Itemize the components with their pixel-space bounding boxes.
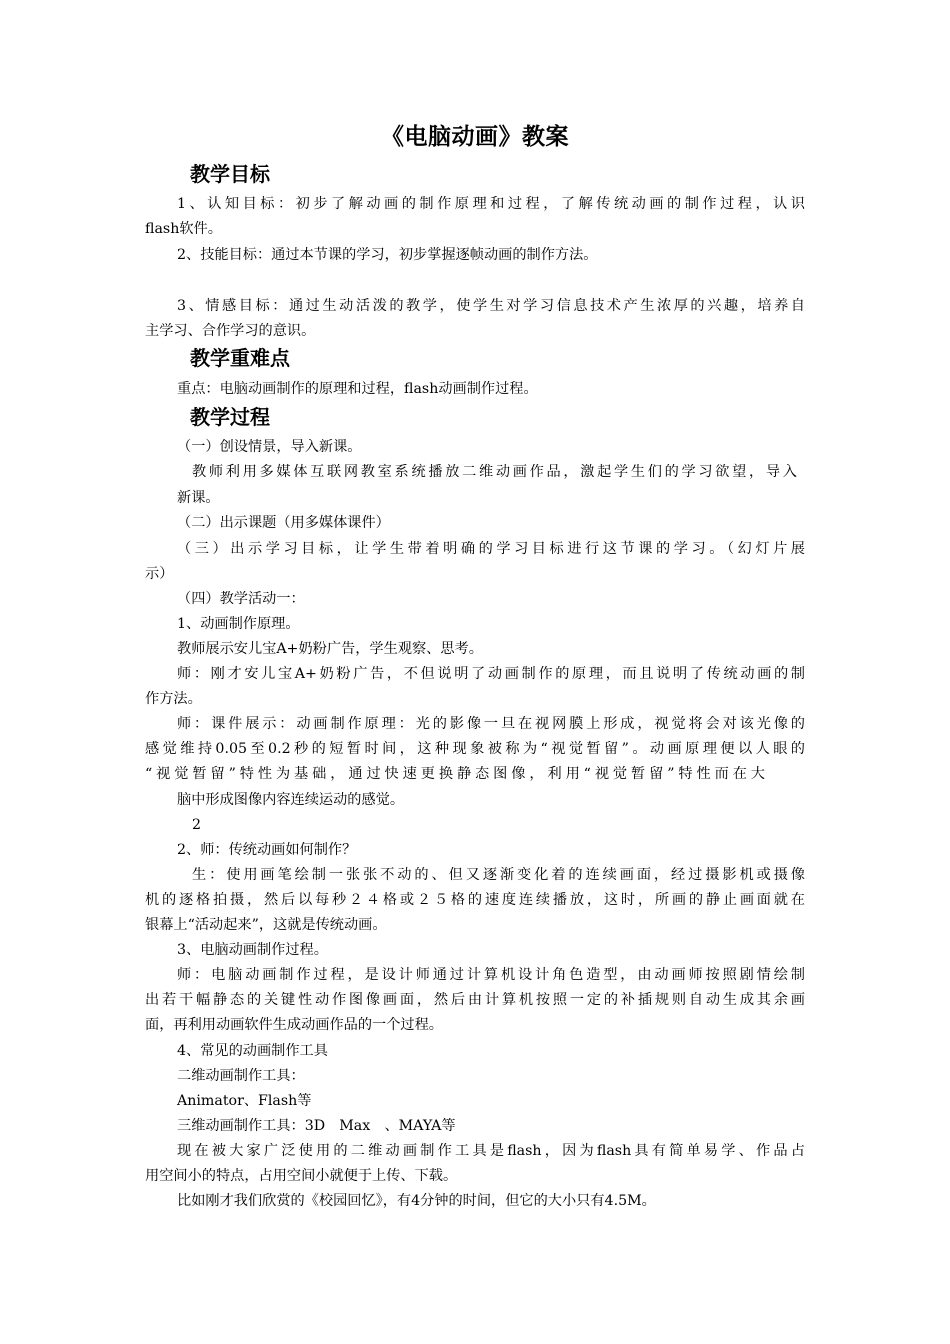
paragraph-line: （二）出示课题（用多媒体课件） <box>177 515 390 531</box>
paragraph-line: （一）创设情景，导入新课。 <box>177 439 362 455</box>
paragraph-line: 师：刚才安儿宝A+奶粉广告，不但说明了动画制作的原理，而且说明了传统动画的制 <box>177 666 805 682</box>
paragraph-line: 二维动画制作工具： <box>177 1068 305 1084</box>
paragraph-line: 比如刚才我们欣赏的《校园回忆》，有4分钟的时间，但它的大小只有4.5M。 <box>177 1193 656 1209</box>
paragraph-line: 新课。 <box>177 490 220 506</box>
paragraph-line: 三维动画制作工具：3D Max 、MAYA等 <box>177 1118 456 1134</box>
paragraph-line: 2、技能目标：通过本节课的学习，初步掌握逐帧动画的制作方法。 <box>177 247 598 263</box>
section-heading-keypoints: 教学重难点 <box>190 346 290 370</box>
paragraph-line: 3、情感目标：通过生动活泼的教学，使学生对学习信息技术产生浓厚的兴趣，培养自 <box>177 298 805 314</box>
paragraph-line: 生：使用画笔绘制一张张不动的、但又逐渐变化着的连续画面，经过摄影机或摄像 <box>192 867 805 883</box>
paragraph-line: Animator、Flash等 <box>177 1093 312 1109</box>
paragraph-line: 示） <box>145 566 174 582</box>
page-number: 2 <box>192 817 202 833</box>
paragraph-line: 脑中形成图像内容连续运动的感觉。 <box>177 792 405 808</box>
paragraph-line: 2、师：传统动画如何制作？ <box>177 842 357 858</box>
paragraph-line: 师：电脑动画制作过程，是设计师通过计算机设计角色造型，由动画师按照剧情绘制 <box>177 967 805 983</box>
paragraph-line: 现在被大家广泛使用的二维动画制作工具是flash，因为flash具有简单易学、作品占 <box>177 1143 805 1159</box>
paragraph-line: 机的逐格拍摄，然后以每秒２４格或２５格的速度连续播放，这时，所画的静止画面就在 <box>145 892 805 908</box>
paragraph-line: 面，再利用动画软件生成动画作品的一个过程。 <box>145 1017 443 1033</box>
paragraph-line: flash软件。 <box>145 221 222 237</box>
paragraph-line: 感觉维持0.05至0.2秒的短暂时间，这种现象被称为“视觉暂留”。动画原理便以人眼的 <box>145 741 805 757</box>
paragraph-line: 作方法。 <box>145 691 202 707</box>
document-title: 《电脑动画》教案 <box>381 124 569 150</box>
paragraph-line: 师：课件展示：动画制作原理：光的影像一旦在视网膜上形成，视觉将会对该光像的 <box>177 716 805 732</box>
paragraph-line: 4、常见的动画制作工具 <box>177 1043 328 1059</box>
paragraph-line: （四）教学活动一： <box>177 591 305 607</box>
paragraph-line: 3、电脑动画制作过程。 <box>177 942 328 958</box>
paragraph-line: 用空间小的特点，占用空间小就便于上传、下载。 <box>145 1168 458 1184</box>
section-heading-goals: 教学目标 <box>190 162 270 186</box>
paragraph-line: 主学习、合作学习的意识。 <box>145 323 316 339</box>
paragraph-line: 银幕上“活动起来”，这就是传统动画。 <box>145 917 387 933</box>
paragraph-line: 1、认知目标：初步了解动画的制作原理和过程，了解传统动画的制作过程，认识 <box>177 196 805 212</box>
paragraph-line: 出若干幅静态的关键性动作图像画面，然后由计算机按照一定的补插规则自动生成其余画 <box>145 992 805 1008</box>
section-heading-process: 教学过程 <box>190 405 270 429</box>
paragraph-line: 教师展示安儿宝A+奶粉广告，学生观察、思考。 <box>177 641 483 657</box>
paragraph-line: （三）出示学习目标，让学生带着明确的学习目标进行这节课的学习。（幻灯片展 <box>177 541 805 557</box>
paragraph-line: 重点：电脑动画制作的原理和过程，flash动画制作过程。 <box>177 381 538 397</box>
paragraph-line: 教师利用多媒体互联网教室系统播放二维动画作品，激起学生们的学习欲望，导入 <box>192 464 797 480</box>
paragraph-line: 1、动画制作原理。 <box>177 616 300 632</box>
paragraph-line: “视觉暂留”特性为基础，通过快速更换静态图像，利用“视觉暂留”特性而在大 <box>145 766 765 782</box>
